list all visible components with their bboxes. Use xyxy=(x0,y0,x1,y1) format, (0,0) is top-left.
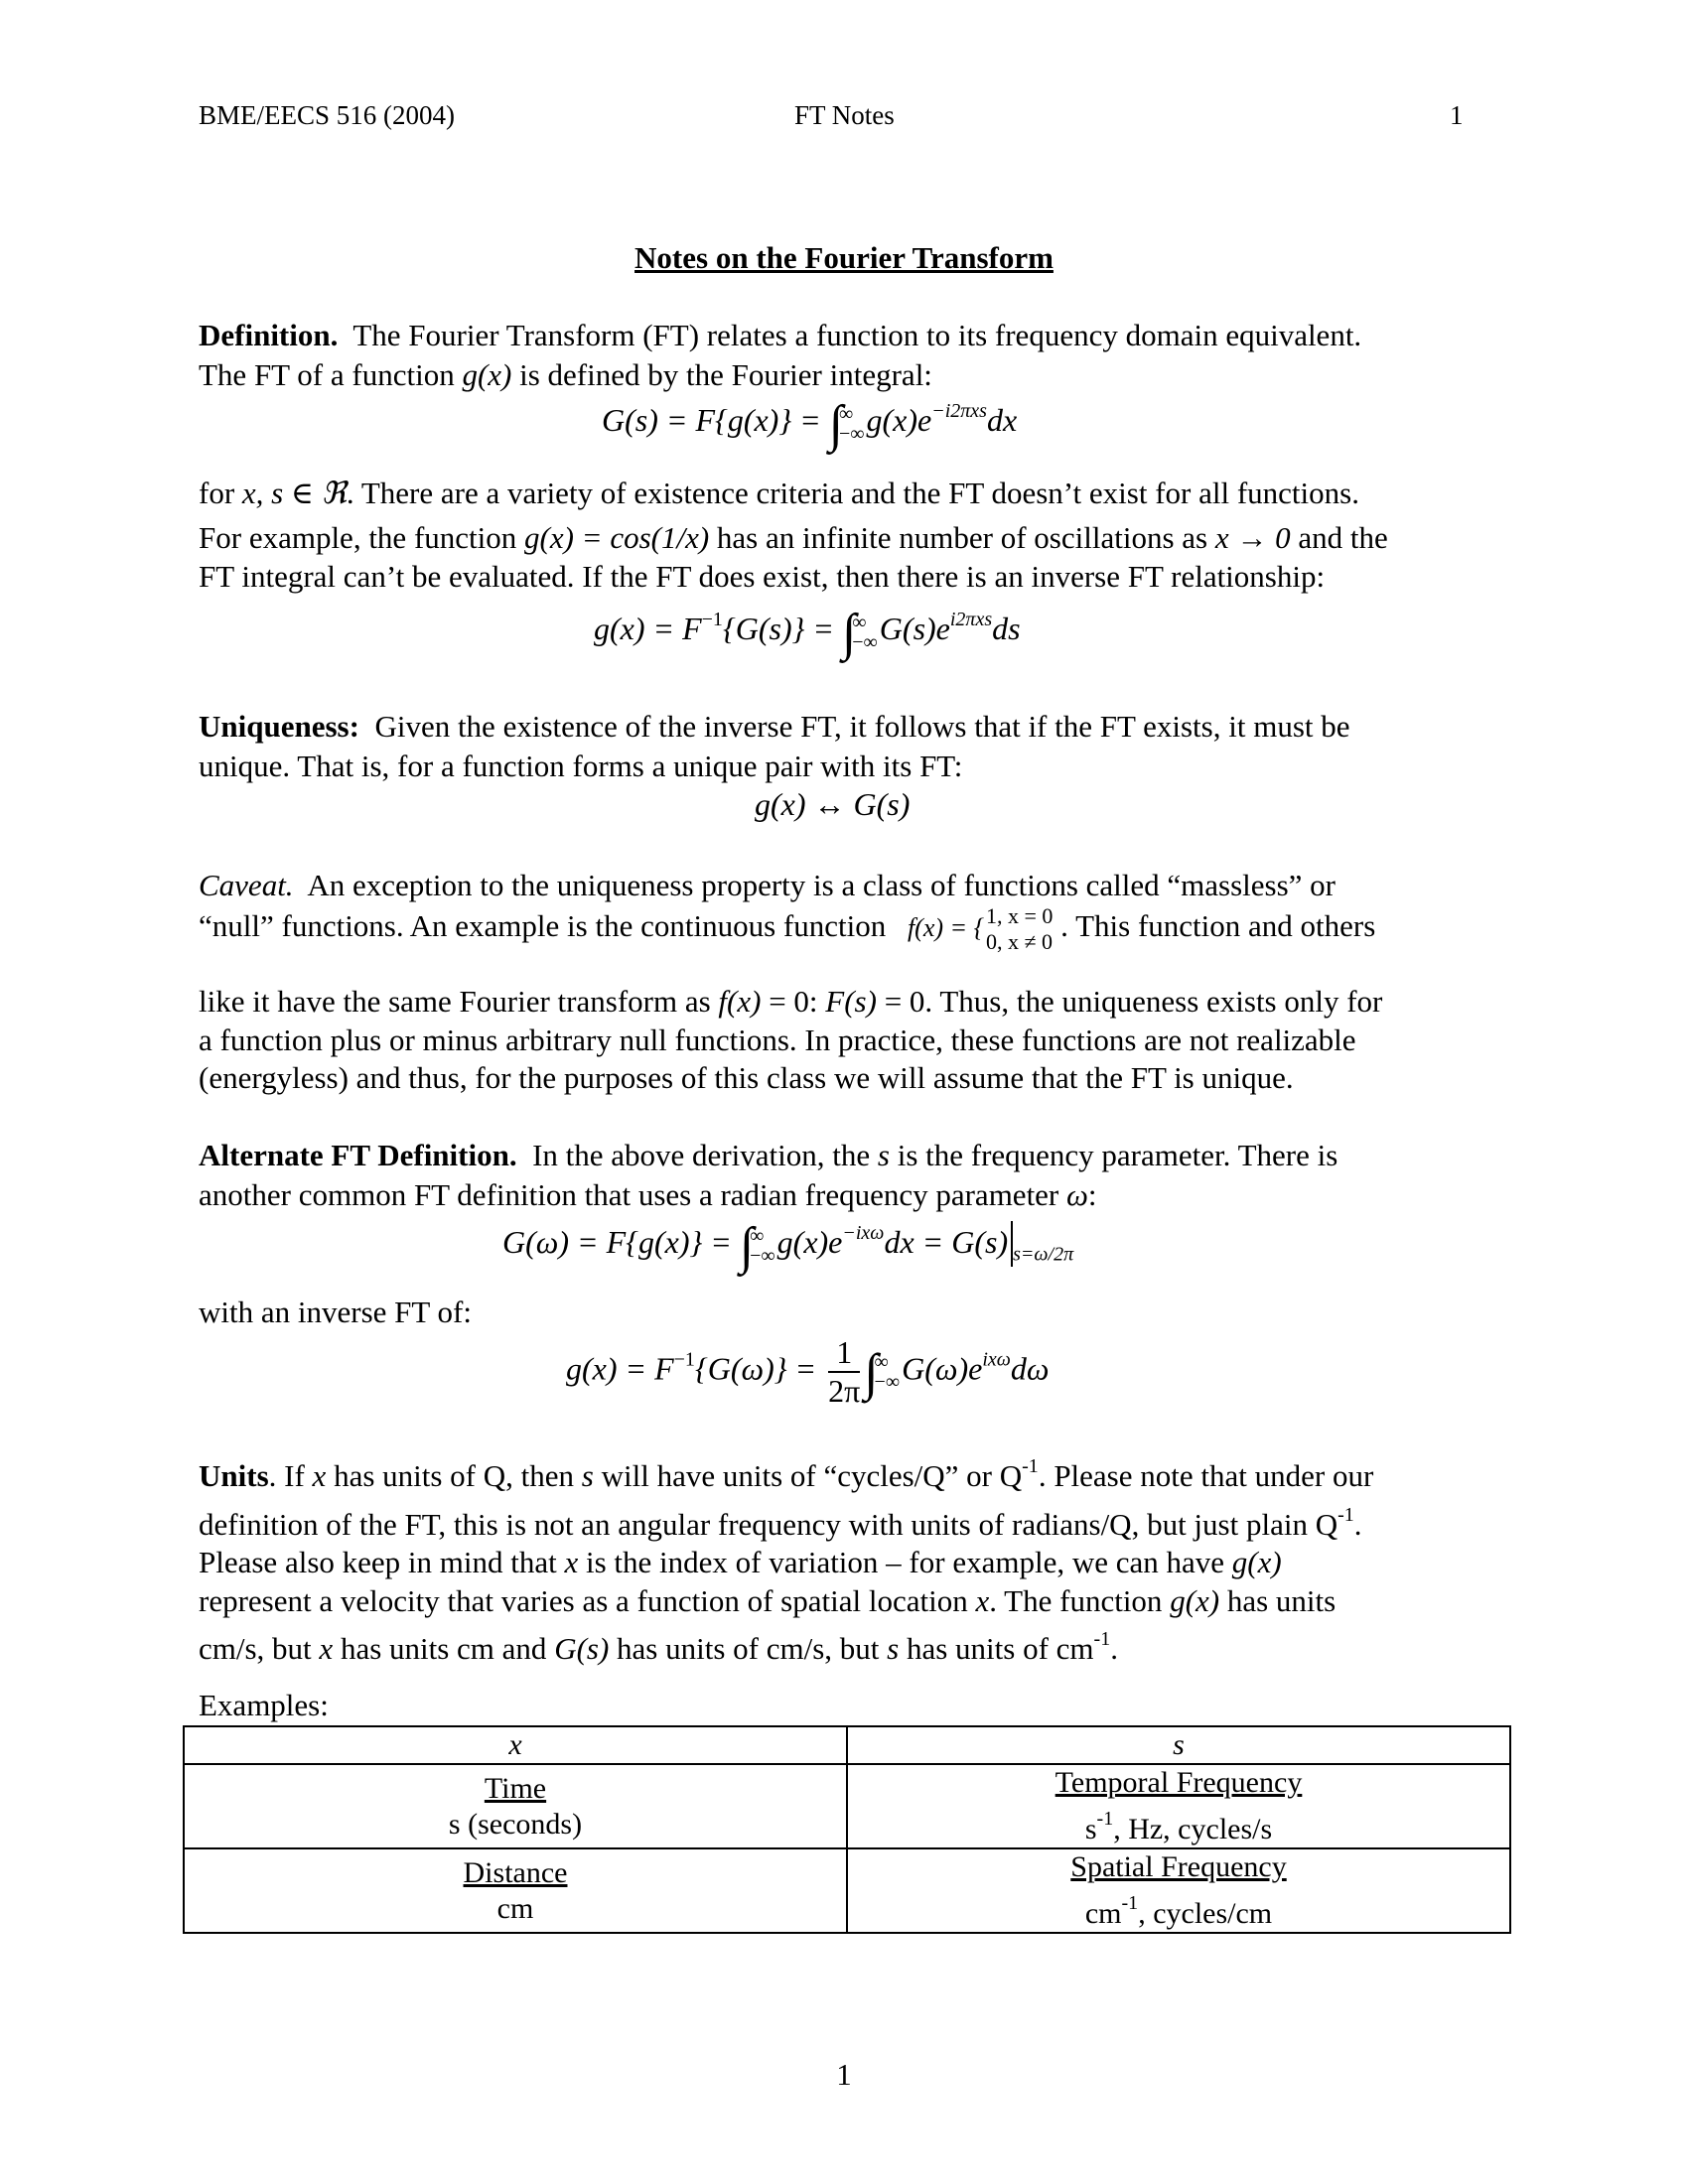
existence-line1b: . There are a variety of existence criteria and the FT doesn’t exist for all functions. xyxy=(346,476,1359,510)
units-l5a: cm/s, but xyxy=(199,1631,320,1666)
units-l1c: will have units of “cycles/Q” or Q xyxy=(593,1458,1023,1493)
piecewise-case2: 0, x ≠ 0 xyxy=(985,929,1054,954)
alternate-s: s xyxy=(877,1138,890,1172)
caveat-heading-line xyxy=(199,866,1489,905)
caveat-rest xyxy=(199,983,1489,1098)
eq1-lhs: G(s) = F{g(x)} = xyxy=(602,402,829,438)
existence-sym: x, s ∈ ℜ xyxy=(241,476,347,510)
units-l5c: has units of cm/s, but xyxy=(609,1631,888,1666)
eq2-integrand: G(s)e xyxy=(879,611,950,646)
row1-s-unit-a: cm xyxy=(1084,1897,1122,1930)
eq2-lhs-sup: −1 xyxy=(701,609,723,630)
row1-s-unit-sup: -1 xyxy=(1121,1892,1139,1914)
eq3-rest: dx = G(s) xyxy=(884,1224,1009,1260)
existence-line2c: and the xyxy=(1290,520,1388,555)
units-l4-x: x xyxy=(975,1582,990,1618)
table-cell xyxy=(184,1848,847,1933)
units-l1-x: x xyxy=(312,1458,327,1493)
eq3-upper: ∞ xyxy=(750,1224,765,1247)
row1-s-name: Spatial Frequency xyxy=(1070,1850,1287,1883)
eq3-exp: −ixω xyxy=(842,1222,885,1244)
alternate-line1b: is the frequency parameter. There is xyxy=(889,1138,1338,1172)
eq1-limits xyxy=(839,404,865,444)
eq3-eval: s=ω/2π xyxy=(1013,1243,1074,1266)
integral-sign: ∫ xyxy=(828,396,843,453)
eq4-numerator: 1 xyxy=(828,1334,860,1373)
footer-page-number: 1 xyxy=(836,2057,852,2092)
row0-s-unit-a: s xyxy=(1084,1813,1097,1845)
existence-paragraph xyxy=(199,471,1489,599)
col-x-header: x xyxy=(508,1728,522,1761)
alternate-heading: Alternate FT Definition. xyxy=(199,1138,517,1172)
alternate-paragraph xyxy=(199,1136,1489,1215)
units-l1-s: s xyxy=(581,1458,594,1493)
examples-table xyxy=(183,1725,1511,1934)
page-title: Notes on the Fourier Transform xyxy=(634,240,1054,275)
piecewise-lhs: f(x) = { xyxy=(907,913,984,943)
table-cell xyxy=(847,1764,1510,1848)
pair-text: g(x) ↔ G(s) xyxy=(755,786,911,822)
units-l3-x: x xyxy=(564,1545,579,1579)
eq4-exp: ixω xyxy=(982,1348,1011,1371)
piecewise-cases xyxy=(986,903,1053,955)
eq4-lhs: g(x) = F xyxy=(566,1350,674,1387)
units-l1d: . Please note that under our xyxy=(1038,1458,1374,1493)
row1-s-unit xyxy=(848,1885,1509,1932)
units-l2-sup: -1 xyxy=(1337,1503,1354,1526)
units-l3a: Please also keep in mind that xyxy=(199,1545,565,1579)
eq3-integrand: g(x)e xyxy=(776,1224,843,1260)
integral-sign: ∫ xyxy=(864,1344,879,1402)
eq3-lhs: G(ω) = F{g(x)} = xyxy=(502,1224,740,1260)
row0-x-unit: s (seconds) xyxy=(448,1807,583,1841)
eq2-limits xyxy=(852,613,878,652)
units-l4b: . The function xyxy=(989,1582,1171,1618)
row0-s-unit xyxy=(848,1801,1509,1847)
units-l5-x: x xyxy=(319,1631,334,1666)
table-cell xyxy=(184,1764,847,1848)
units-l5e: . xyxy=(1110,1631,1118,1666)
integral-sign: ∫ xyxy=(842,605,857,661)
caveat-line3a: like it have the same Fourier transform as xyxy=(199,984,719,1019)
units-l5b: has units cm and xyxy=(333,1631,555,1666)
eq4-lhs-sup: −1 xyxy=(673,1348,695,1371)
units-l1b: has units of Q, then xyxy=(326,1458,582,1493)
definition-line1: The Fourier Transform (FT) relates a function to its frequency domain equivalent. xyxy=(352,318,1362,352)
row1-s-unit-b: , cycles/cm xyxy=(1138,1897,1273,1930)
units-l5-s: s xyxy=(887,1631,900,1666)
row1-x-name: Distance xyxy=(463,1855,568,1889)
caveat-line3c: = 0. Thus, the uniqueness exists only for xyxy=(876,984,1383,1019)
caveat-line3b: = 0: xyxy=(761,984,826,1019)
units-heading: Units xyxy=(199,1458,269,1493)
definition-line2a: The FT of a function xyxy=(199,357,463,392)
eq1-dx: dx xyxy=(986,402,1018,438)
existence-line1a: for xyxy=(199,476,242,510)
eq4-limits xyxy=(875,1352,901,1392)
existence-line2b: has an infinite number of oscillations as xyxy=(709,520,1215,555)
eq4-dw: dω xyxy=(1010,1350,1050,1387)
units-l1-sup: -1 xyxy=(1022,1455,1039,1477)
eq2-exp: i2πxs xyxy=(949,609,993,630)
row1-x-unit: cm xyxy=(496,1891,534,1925)
definition-line2b: is defined by the Fourier integral: xyxy=(511,357,932,392)
units-l2b: . xyxy=(1353,1506,1362,1542)
alternate-line2a: another common FT definition that uses a radian frequency parameter xyxy=(199,1177,1067,1212)
eq4-lower: −∞ xyxy=(874,1371,901,1393)
uniqueness-paragraph xyxy=(199,707,1489,786)
eq2-upper: ∞ xyxy=(852,611,867,633)
eq1-exp: −i2πxs xyxy=(931,400,987,422)
caveat-line2a: “null” functions. An example is the continuous function xyxy=(199,908,887,944)
units-l1a: . If xyxy=(268,1458,313,1493)
row0-s-unit-b: , Hz, cycles/s xyxy=(1113,1813,1273,1845)
existence-fn: g(x) = cos(1/x) xyxy=(524,520,710,555)
inverse-label: with an inverse FT of: xyxy=(199,1295,472,1329)
uniqueness-line1: Given the existence of the inverse FT, it follows that if the FT exists, it must be xyxy=(374,709,1350,744)
table-row xyxy=(184,1848,1510,1933)
alternate-line1a: In the above derivation, the xyxy=(532,1138,878,1172)
eq3-lower: −∞ xyxy=(750,1244,775,1267)
eq3-limits xyxy=(750,1226,775,1266)
definition-fn: g(x) xyxy=(462,357,512,392)
table-header-row xyxy=(184,1726,1510,1764)
definition-heading: Definition. xyxy=(199,318,339,352)
caveat-line2 xyxy=(199,903,1509,955)
caveat-line5: (energyless) and thus, for the purposes of this class we will assume that the FT is unique. xyxy=(199,1060,1294,1095)
definition-paragraph xyxy=(199,316,1489,395)
units-l4-g: g(x) xyxy=(1170,1582,1220,1618)
units-l3b: is the index of variation – for example, we can have xyxy=(578,1545,1232,1579)
table-cell xyxy=(847,1848,1510,1933)
eq1-integrand: g(x)e xyxy=(866,402,932,438)
row0-s-name: Temporal Frequency xyxy=(1055,1766,1303,1799)
eq2-ds: ds xyxy=(992,611,1021,646)
existence-line2a: For example, the function xyxy=(199,520,524,555)
units-l5-sup: -1 xyxy=(1093,1628,1111,1650)
existence-line3: FT integral can’t be evaluated. If the FT does exist, then there is an inverse FT relationship: xyxy=(199,559,1326,594)
row0-s-unit-sup: -1 xyxy=(1096,1808,1114,1830)
eq4-integrand: G(ω)e xyxy=(902,1350,983,1387)
caveat-line2b: . This function and others xyxy=(1060,908,1376,944)
units-paragraph xyxy=(199,1447,1489,1669)
eq2-lower: −∞ xyxy=(852,630,878,653)
table-row xyxy=(184,1764,1510,1848)
header-page: 1 xyxy=(1450,100,1464,130)
units-l2a: definition of the FT, this is not an angular frequency with units of radians/Q, but just plain Q xyxy=(199,1506,1338,1542)
uniqueness-line2: unique. That is, for a function forms a unique pair with its FT: xyxy=(199,749,963,783)
examples-label: Examples: xyxy=(199,1688,329,1722)
caveat-heading: Caveat. xyxy=(199,868,294,902)
units-l5-G: G(s) xyxy=(554,1631,610,1666)
equation-radian-inverse-ft xyxy=(566,1334,1049,1410)
col-s-header: s xyxy=(1173,1728,1185,1761)
eq1-upper: ∞ xyxy=(838,402,854,425)
row0-x-name: Time xyxy=(484,1771,547,1805)
caveat-F: F(s) xyxy=(825,984,877,1019)
piecewise-case1: 1, x = 0 xyxy=(985,903,1054,928)
alternate-omega: ω xyxy=(1066,1177,1088,1212)
eq2-lhs2: {G(s)} = xyxy=(722,611,842,646)
equation-inverse-ft xyxy=(594,604,1021,662)
header-course: BME/EECS 516 (2004) xyxy=(199,100,456,130)
equation-radian-ft xyxy=(502,1217,1073,1276)
piecewise-function xyxy=(908,903,1053,955)
table-header-cell xyxy=(847,1726,1510,1764)
header-title: FT Notes xyxy=(794,100,895,130)
eq4-lhs2: {G(ω)} = xyxy=(694,1350,825,1387)
uniqueness-heading: Uniqueness: xyxy=(199,709,359,744)
caveat-line1: An exception to the uniqueness property is a class of functions called “massless” or xyxy=(307,868,1336,902)
eq4-fraction xyxy=(828,1334,860,1410)
units-l4a: represent a velocity that varies as a function of spatial location xyxy=(199,1582,976,1618)
existence-limit: x → 0 xyxy=(1214,520,1291,555)
caveat-fn: f(x) xyxy=(718,984,762,1019)
eq4-denominator: 2π xyxy=(828,1373,861,1409)
equation-forward-ft xyxy=(602,395,1017,454)
eq1-lower: −∞ xyxy=(838,422,865,445)
units-l3-g: g(x) xyxy=(1231,1545,1282,1579)
alternate-line2b: : xyxy=(1087,1177,1097,1212)
eq4-upper: ∞ xyxy=(874,1351,889,1373)
eq2-lhs: g(x) = F xyxy=(594,611,702,646)
caveat-line4: a function plus or minus arbitrary null functions. In practice, these functions are not realizable xyxy=(199,1022,1356,1057)
uniqueness-pair xyxy=(755,786,910,823)
integral-sign: ∫ xyxy=(739,1218,755,1275)
table-header-cell xyxy=(184,1726,847,1764)
units-l4c: has units xyxy=(1219,1582,1336,1618)
units-l5d: has units of cm xyxy=(899,1631,1094,1666)
